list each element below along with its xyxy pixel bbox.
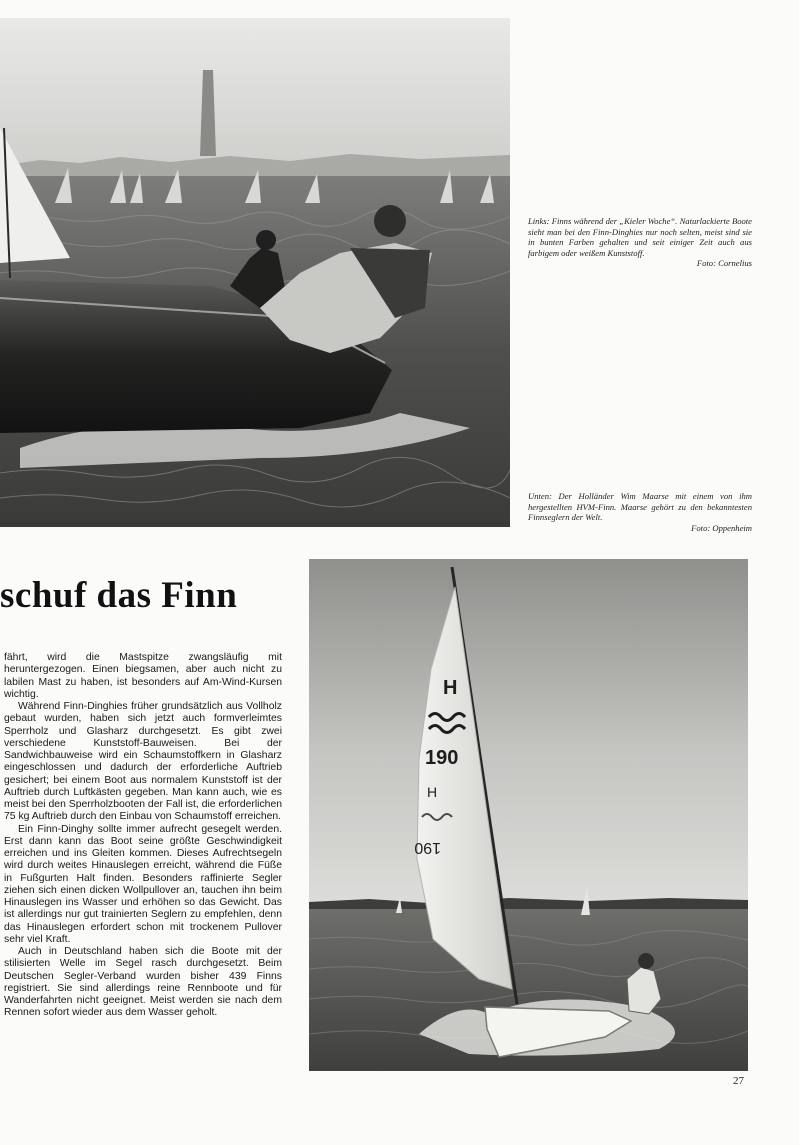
body-paragraph: fährt, wird die Mastspitze zwangsläufig mit heruntergezogen. Einen biegsamen, aber auch nicht zu labilen Mast zu haben, ist besonders auf Am-Wind-Kursen wichtig. [4, 652, 282, 700]
body-paragraph: Ein Finn-Dinghy sollte immer aufrecht gesegelt werden. Erst dann kann das Boot seine größte Geschwindigkeit erreichen und ins Gleiten kommen. Dieses Aufrechtsegeln wird durch weites Hinauslegen erreicht, während die Füße in Fußgurten Halt finden. Besonders raffinierte Segler ziehen sich einen dicken Wollpullover an, tauchen ihn beim Hinauslegen ins Wasser und erhöhen so das Gewicht. Das ist allerdings nur gut trainierten Seglern zu empfehlen, denn das Hinauslegen erfordert schon mit trockenem Pullover sehr viel Kraft. [4, 823, 282, 945]
sail-number-reverse: 190 [414, 839, 441, 856]
article-body [4, 652, 282, 1020]
body-paragraph: Während Finn-Dinghies früher grundsätzlich aus Vollholz gebaut wurden, haben sich jetzt auch formverleimtes Sperrholz und Glasharz durchgesetzt. Es gibt zwei verschiedene Kunststoff-Bauweisen. Bei der Sandwichbauweise wird ein Schaumstoffkern in Glasharz eingeschlossen und dadurch der erforderliche Auftrieb gesichert; bei einem Boot aus normalem Kunststoff ist der Auftrieb durch Luftkästen gegeben. Man kann auch, wie es meist bei den Sperrholzbooten der Fall ist, die erforderlichen 75 kg Auftrieb durch den Einbau von Schaumstoff erreichen. [4, 701, 282, 823]
body-paragraph: Auch in Deutschland haben sich die Boote mit der stilisierten Welle im Segel rasch durchgesetzt. Beim Deutschen Segler-Verband wurden bisher 439 Finns registriert. Sie sind allerdings reine Rennboote und für Wanderfahrten nicht geeignet. Meist werden sie nach dem Rennen sofort wieder aus dem Wasser geholt. [4, 946, 282, 1019]
sail-nationality-letter-reverse: H [427, 784, 438, 800]
photo-wim-maarse-finn [309, 559, 748, 1071]
caption-top-credit: Foto: Cornelius [696, 258, 752, 269]
photo-finns-kieler-woche-image [0, 18, 510, 527]
sail-number: 190 [425, 747, 459, 769]
sail-nationality-letter: H [443, 677, 458, 699]
photo-caption-bottom [528, 491, 752, 533]
caption-top-text: Links: Finns während der „Kieler Woche“. Naturlackierte Boote sieht man bei den Finn-Dinghies nur noch selten, meist sind sie in bunten Farben gehalten und seit einiger Zeit auch aus farbigem oder weißem Kunststoff. [528, 216, 752, 258]
photo-caption-top [528, 216, 752, 269]
caption-bottom-text: Unten: Der Holländer Wim Maarse mit einem von ihm hergestellten HVM-Finn. Maarse gehört zu den bekanntesten Finnseglern der Welt. [528, 491, 752, 523]
photo-wim-maarse-finn-image [309, 559, 748, 1071]
article-headline: schuf das Finn [0, 575, 238, 616]
photo-finns-kieler-woche [0, 18, 510, 527]
caption-bottom-credit: Foto: Oppenheim [691, 522, 752, 533]
page-number: 27 [733, 1075, 744, 1087]
